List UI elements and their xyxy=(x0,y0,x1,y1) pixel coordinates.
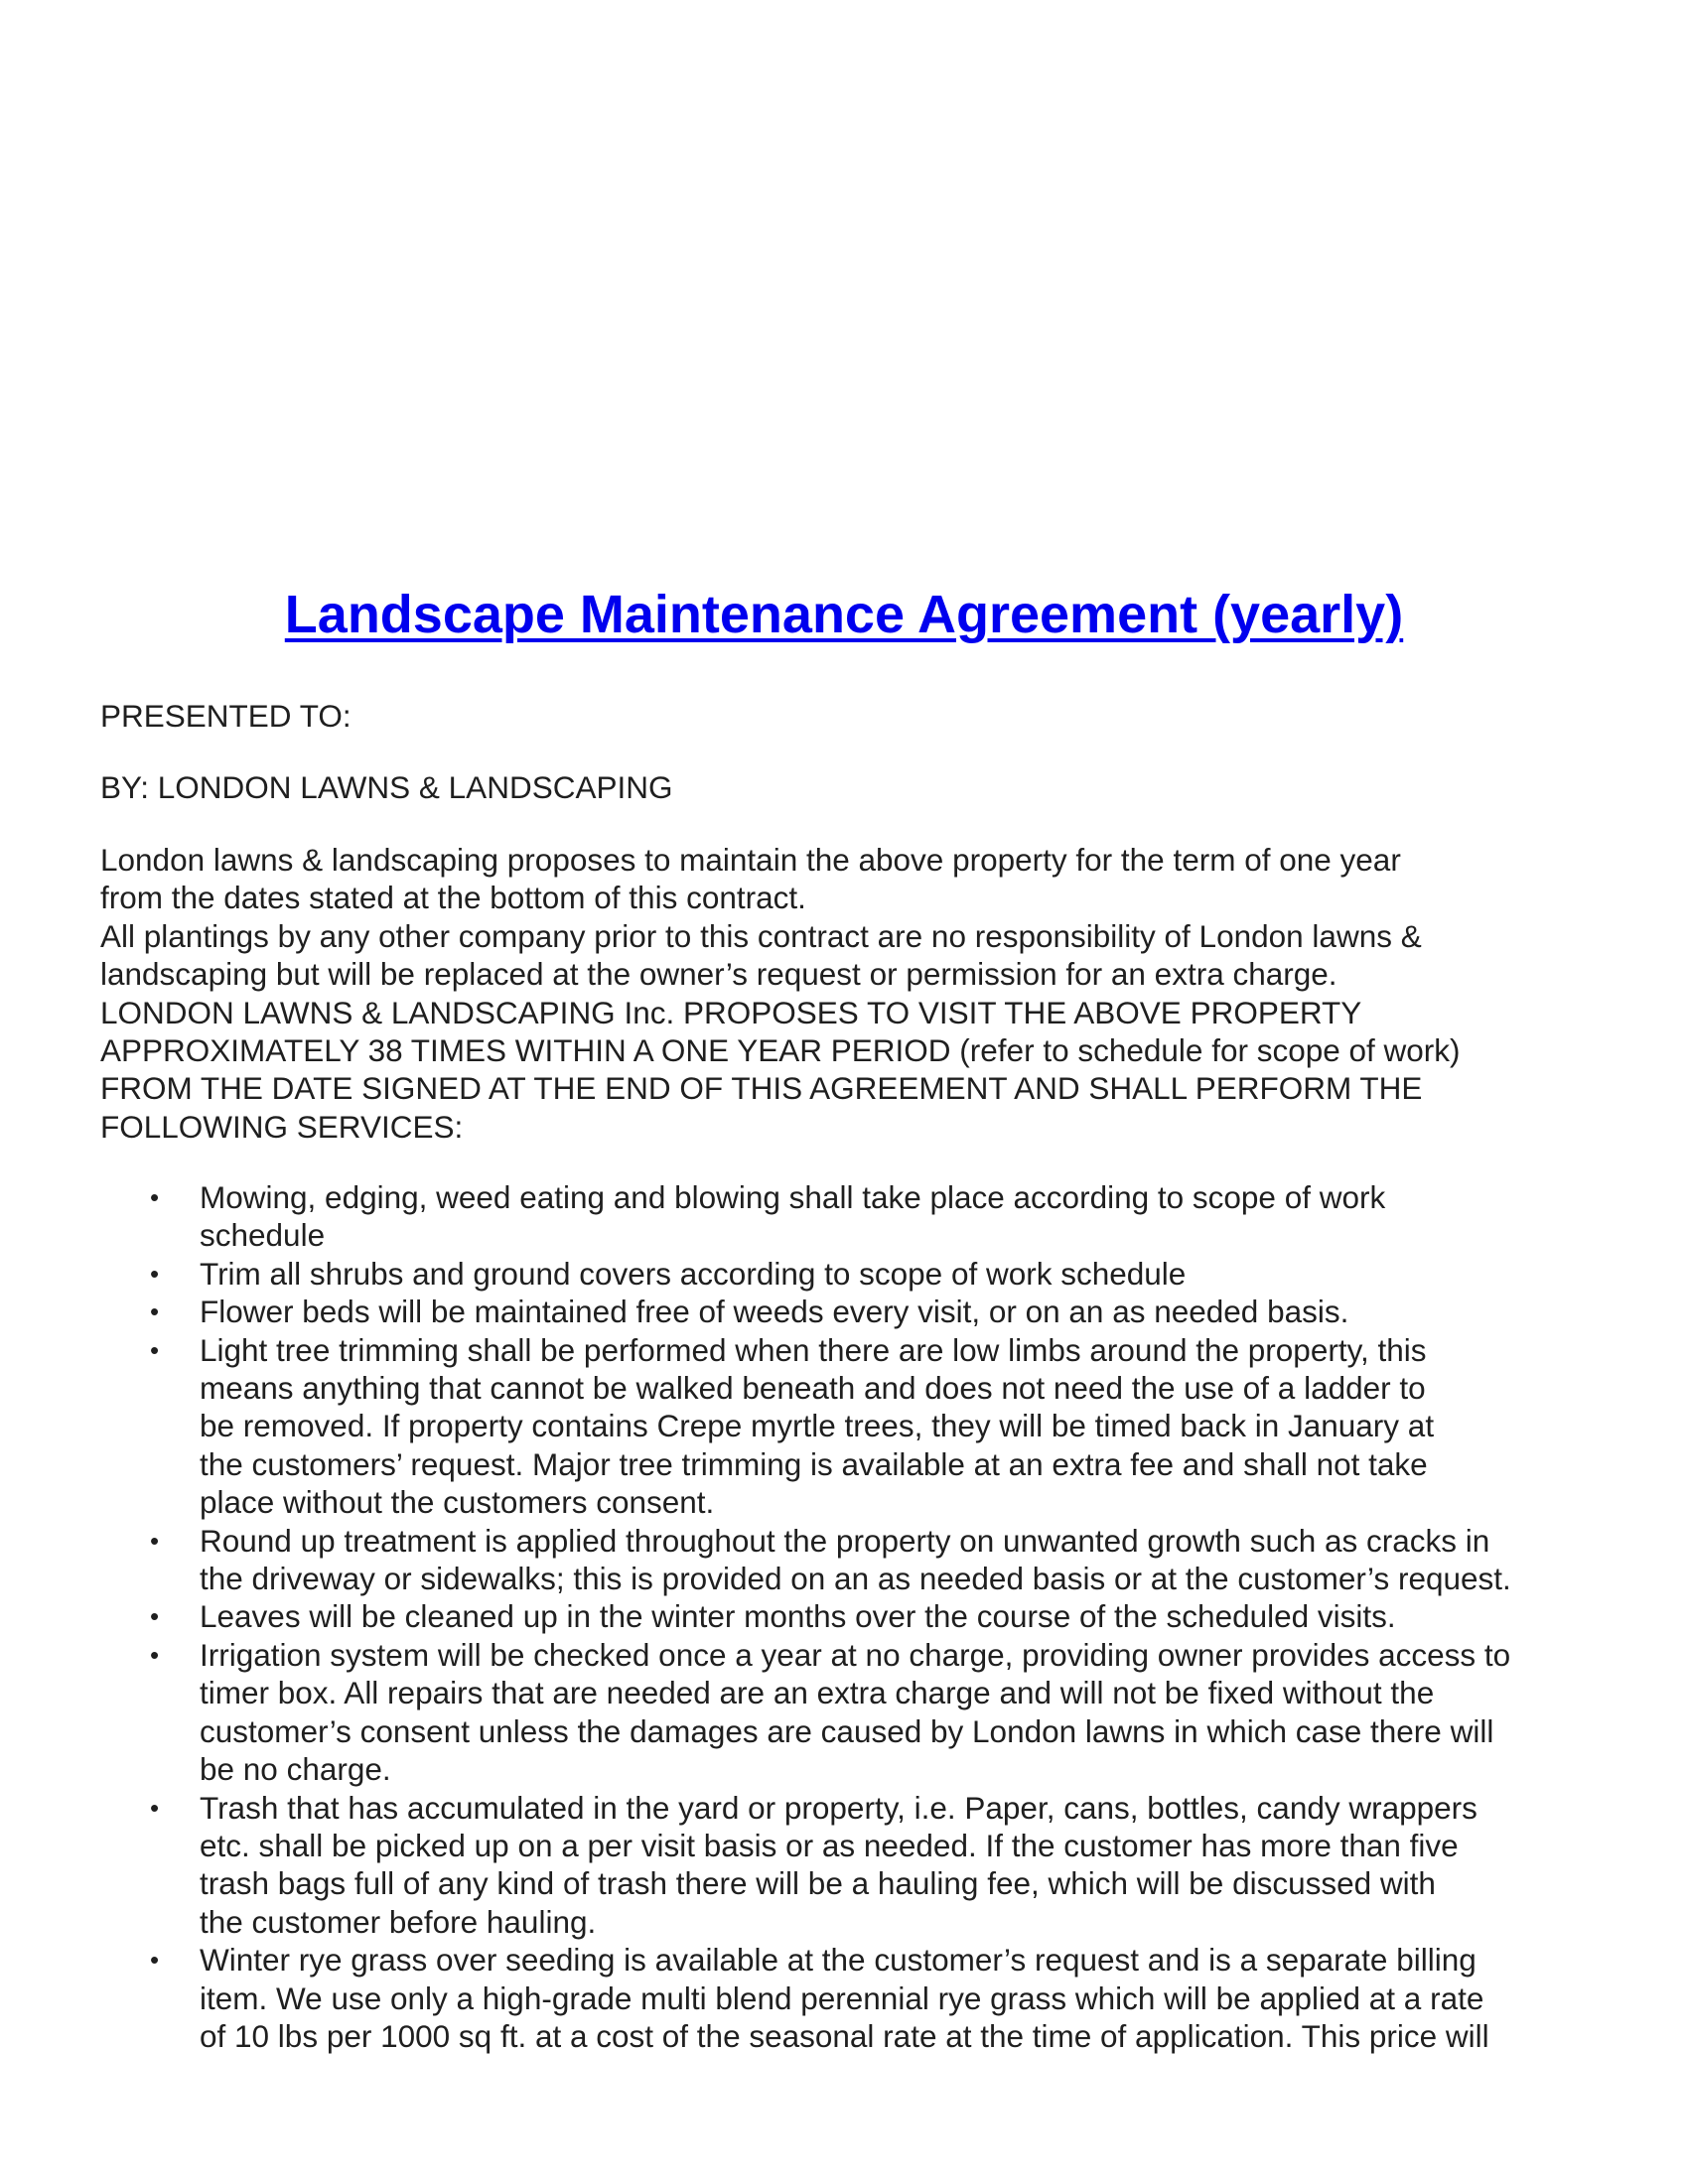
by-line: BY: LONDON LAWNS & LANDSCAPING xyxy=(100,769,673,805)
list-item xyxy=(100,1178,1610,1255)
intro-paragraph-term: London lawns & landscaping proposes to maintain the above property for the term of one year from the dates stated at the bottom of this contract. xyxy=(100,842,1401,916)
service-text: Round up treatment is applied throughout the property on unwanted growth such as cracks in the driveway or sidewalks; this is provided on an as needed basis or at the customer’s request. xyxy=(200,1522,1511,1597)
bullet-icon: • xyxy=(150,1258,160,1289)
list-item xyxy=(100,1293,1610,1330)
list-item xyxy=(100,1522,1610,1598)
service-text: Light tree trimming shall be performed when there are low limbs around the property, this means anything that cannot be walked beneath and does not need the use of a ladder to be removed. If property contains Crepe myrtle trees, they will be timed back in January at the customers’ request. Major tree trimming is available at an extra fee and shall not take place without the customers consent. xyxy=(200,1331,1435,1521)
intro-text xyxy=(100,841,1610,1146)
bullet-icon: • xyxy=(150,1182,160,1212)
bullet-icon: • xyxy=(150,1639,160,1670)
intro-paragraph-visits: LONDON LAWNS & LANDSCAPING Inc. PROPOSES TO VISIT THE ABOVE PROPERTY APPROXIMATELY 38 TIMES WITHIN A ONE YEAR PERIOD (refer to schedule for scope of work) FROM THE DATE SIGNED AT THE END OF THIS AGREEMENT AND SHALL PERFORM THE FOLLOWING SERVICES: xyxy=(100,994,1461,1145)
bullet-icon: • xyxy=(150,1601,160,1632)
service-text: Mowing, edging, weed eating and blowing shall take place according to scope of work schedule xyxy=(200,1179,1386,1254)
bullet-icon: • xyxy=(150,1525,160,1556)
presented-to-label: PRESENTED TO: xyxy=(100,698,352,734)
document-title: Landscape Maintenance Agreement (yearly) xyxy=(284,585,1404,644)
bullet-icon: • xyxy=(150,1945,160,1976)
service-text: Irrigation system will be checked once a year at no charge, providing owner provides access to timer box. All repairs that are needed are an extra charge and will not be fixed without the customer’s consent unless the damages are caused by London lawns in which case there will be no charge. xyxy=(200,1636,1511,1788)
service-text: Trim all shrubs and ground covers according to scope of work schedule xyxy=(200,1255,1187,1292)
service-text: Leaves will be cleaned up in the winter months over the course of the scheduled visits. xyxy=(200,1598,1396,1635)
services-list xyxy=(100,1178,1610,2055)
bullet-icon: • xyxy=(150,1297,160,1327)
bullet-icon: • xyxy=(150,1792,160,1823)
service-text: Flower beds will be maintained free of weeds every visit, or on an as needed basis. xyxy=(200,1294,1349,1330)
list-item xyxy=(100,1636,1610,1789)
service-text: Trash that has accumulated in the yard or property, i.e. Paper, cans, bottles, candy wrappers etc. shall be picked up on a per visit basis or as needed. If the customer has more than five trash bags full of any kind of trash there will be a hauling fee, which will be discussed with the customer before hauling. xyxy=(200,1789,1477,1940)
list-item xyxy=(100,1789,1610,1942)
list-item xyxy=(100,1331,1610,1522)
list-item xyxy=(100,1255,1610,1293)
list-item xyxy=(100,1597,1610,1635)
list-item xyxy=(100,1941,1610,2055)
intro-paragraph-plantings: All plantings by any other company prior to this contract are no responsibility of London lawns & landscaping but will be replaced at the owner’s request or permission for an extra charge. xyxy=(100,917,1422,993)
bullet-icon: • xyxy=(150,1334,160,1365)
service-text: Winter rye grass over seeding is available at the customer’s request and is a separate billing item. We use only a high-grade multi blend perennial rye grass which will be applied at a rate of 10 lbs per 1000 sq ft. at a cost of the seasonal rate at the time of application. This price will xyxy=(200,1942,1489,2054)
